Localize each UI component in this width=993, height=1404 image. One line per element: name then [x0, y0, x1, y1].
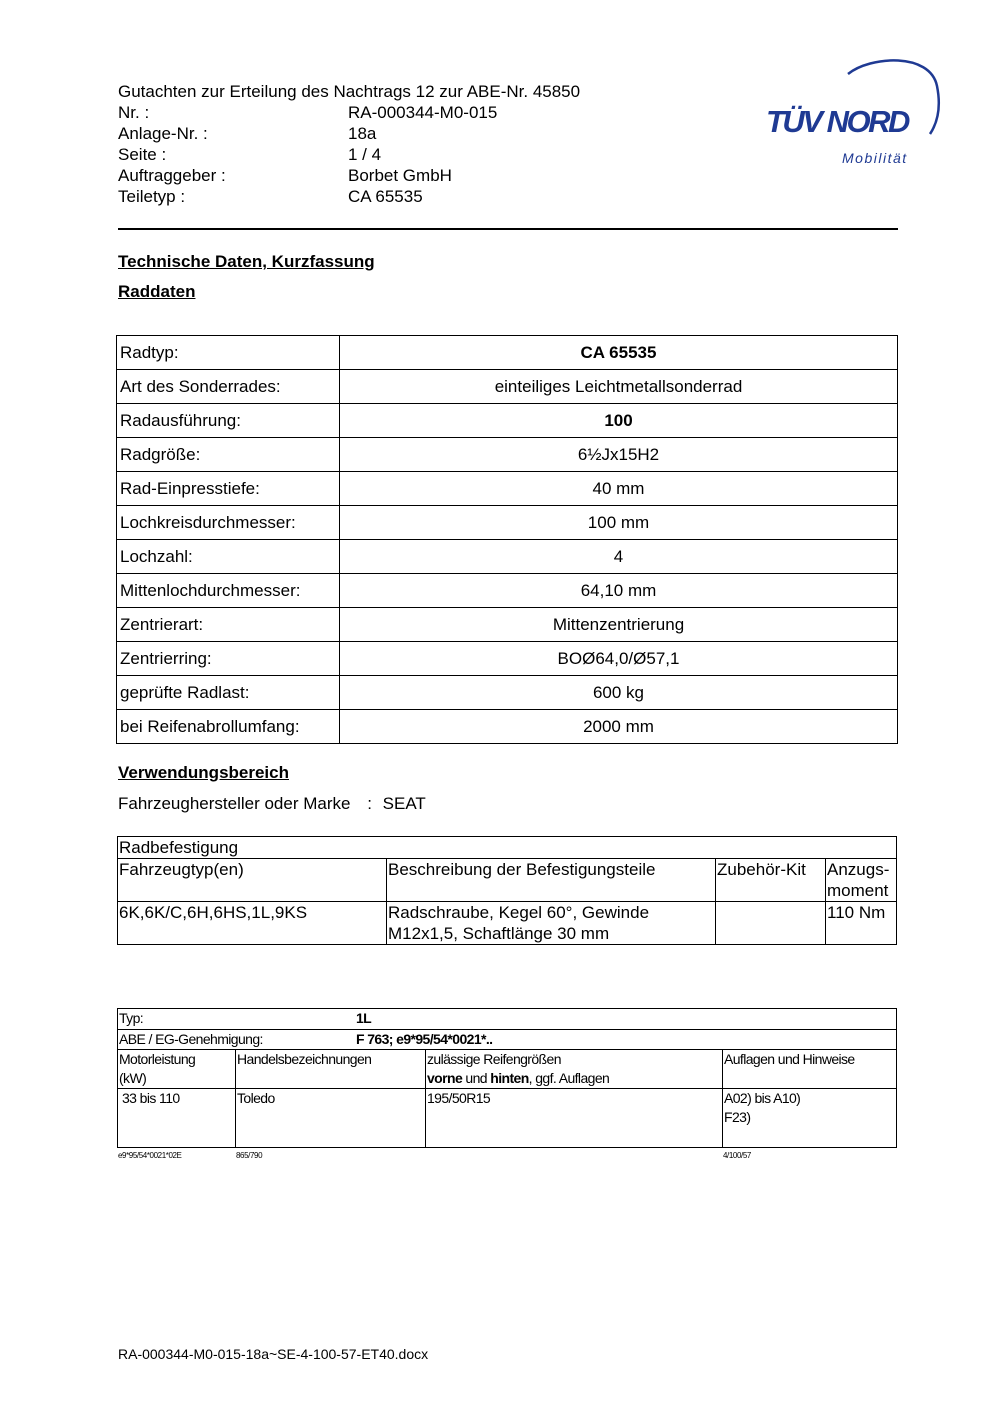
abe-cell — [118, 1030, 897, 1050]
wheel-value: 600 kg — [340, 676, 898, 710]
table-row — [117, 574, 898, 608]
wheel-label: Zentrierart: — [117, 608, 340, 642]
wheel-label: Radgröße: — [117, 438, 340, 472]
table-row — [117, 676, 898, 710]
table-row — [117, 370, 898, 404]
brand-separator: : — [367, 794, 372, 813]
wheel-label: geprüfte Radlast: — [117, 676, 340, 710]
table-row — [117, 608, 898, 642]
cell-tire-size: 195/50R15 — [426, 1089, 723, 1148]
cell-notes — [723, 1089, 897, 1148]
cell-kit — [716, 902, 826, 945]
header-fasteners: Beschreibung der Befestigungsteile — [387, 859, 716, 902]
wheel-label: Rad-Einpresstiefe: — [117, 472, 340, 506]
header-tires-and: und — [462, 1070, 491, 1086]
wheel-label: Art des Sonderrades: — [117, 370, 340, 404]
wheel-label: Radtyp: — [117, 336, 340, 370]
field-auftraggeber-value: Borbet GmbH — [348, 166, 452, 185]
small-approval-code: e9*95/54*0021*02E — [118, 1151, 182, 1160]
wheel-label: bei Reifenabrollumfang: — [117, 710, 340, 744]
typ-value: 1L — [356, 1010, 372, 1026]
wheel-label: Radausführung: — [117, 404, 340, 438]
small-code-2: 865/790 — [236, 1151, 263, 1160]
cell-power: 33 bis 110 — [118, 1089, 236, 1148]
field-teiletyp-label: Teiletyp : — [118, 187, 186, 206]
table-row — [117, 540, 898, 574]
abe-value: F 763; e9*95/54*0021*.. — [356, 1031, 493, 1047]
wheel-label: Zentrierring: — [117, 642, 340, 676]
table-row — [117, 404, 898, 438]
small-code-3: 4/100/57 — [723, 1151, 751, 1160]
wheel-value: 64,10 mm — [340, 574, 898, 608]
header-vehicle-types: Fahrzeugtyp(en) — [118, 859, 387, 902]
table-row — [117, 710, 898, 744]
type-approval-table — [117, 1008, 897, 1148]
notes-line2: F23) — [724, 1109, 751, 1125]
header-power-line2: (kW) — [119, 1070, 147, 1086]
table-row — [117, 438, 898, 472]
header-tires-rest: , ggf. Auflagen — [528, 1070, 610, 1086]
header-tire-sizes — [426, 1050, 723, 1089]
wheel-value: einteiliges Leichtmetallsonderrad — [340, 370, 898, 404]
table-row — [117, 336, 898, 370]
header-torque-line2: moment — [827, 881, 889, 900]
notes-line1: A02) bis A10) — [724, 1090, 801, 1106]
cell-torque: 110 Nm — [826, 902, 897, 945]
brand-value: SEAT — [382, 794, 426, 813]
cell-fasteners — [387, 902, 716, 945]
table-row — [117, 506, 898, 540]
table-header-row — [118, 1050, 897, 1089]
wheel-value: CA 65535 — [340, 336, 898, 370]
header-rule — [118, 228, 898, 230]
header-torque — [826, 859, 897, 902]
abe-label: ABE / EG-Genehmigung: — [119, 1031, 263, 1047]
cell-trade-name: Toledo — [236, 1089, 426, 1148]
header-kit: Zubehör-Kit — [716, 859, 826, 902]
header-notes: Auflagen und Hinweise — [723, 1050, 897, 1089]
field-anlage-value: 18a — [348, 124, 377, 143]
cell-vehicle-types: 6K,6K/C,6H,6HS,1L,9KS — [118, 902, 387, 945]
wheel-label: Lochzahl: — [117, 540, 340, 574]
wheel-value: 6½Jx15H2 — [340, 438, 898, 472]
table-row — [118, 902, 897, 945]
fastener-line1: Radschraube, Kegel 60°, Gewinde — [388, 903, 650, 922]
typ-label: Typ: — [119, 1010, 144, 1026]
mounting-title: Radbefestigung — [118, 837, 897, 859]
brand-label: Fahrzeughersteller oder Marke — [118, 794, 351, 813]
table-row — [118, 1009, 897, 1030]
header-torque-line1: Anzugs- — [827, 860, 890, 879]
section-wheel-title: Raddaten — [118, 282, 196, 301]
wheel-label: Lochkreisdurchmesser: — [117, 506, 340, 540]
wheel-value: Mittenzentrierung — [340, 608, 898, 642]
header-power — [118, 1050, 236, 1089]
field-nr-value: RA-000344-M0-015 — [348, 103, 498, 122]
section-technical-title: Technische Daten, Kurzfassung — [118, 252, 375, 271]
wheel-value: 100 mm — [340, 506, 898, 540]
logo-subtitle: Mobilität — [842, 150, 908, 166]
footer-filename: RA-000344-M0-015-18a~SE-4-100-57-ET40.docx — [118, 1346, 429, 1362]
field-nr-label: Nr. : — [118, 103, 150, 122]
wheel-data-table — [116, 335, 898, 744]
fastener-line2: M12x1,5, Schaftlänge 30 mm — [388, 924, 610, 943]
mounting-table — [117, 836, 897, 945]
table-header-row — [118, 859, 897, 902]
wheel-label: Mittenlochdurchmesser: — [117, 574, 340, 608]
table-row — [117, 472, 898, 506]
header-trade-names: Handelsbezeichnungen — [236, 1050, 426, 1089]
section-usage-title: Verwendungsbereich — [118, 763, 289, 782]
brand-line — [118, 794, 426, 814]
table-row — [117, 642, 898, 676]
header-tires-rear: hinten — [490, 1070, 529, 1086]
header-tires-front: vorne — [427, 1070, 463, 1086]
wheel-value: BOØ64,0/Ø57,1 — [340, 642, 898, 676]
document-title: Gutachten zur Erteilung des Nachtrags 12 zur ABE-Nr. 45850 — [118, 82, 581, 101]
tuv-nord-logo — [760, 56, 945, 171]
logo-brand: TÜV NORD — [766, 104, 908, 139]
wheel-value: 2000 mm — [340, 710, 898, 744]
table-row — [118, 1089, 897, 1148]
wheel-value: 40 mm — [340, 472, 898, 506]
field-anlage-label: Anlage-Nr. : — [118, 124, 208, 143]
wheel-value: 100 — [340, 404, 898, 438]
field-auftraggeber-label: Auftraggeber : — [118, 166, 226, 185]
field-seite-label: Seite : — [118, 145, 167, 164]
header-power-line1: Motorleistung — [119, 1051, 196, 1067]
field-seite-value: 1 / 4 — [348, 145, 382, 164]
header-tires-line1: zulässige Reifengrößen — [427, 1051, 561, 1067]
wheel-value: 4 — [340, 540, 898, 574]
table-row — [118, 837, 897, 859]
table-row — [118, 1030, 897, 1050]
field-teiletyp-value: CA 65535 — [348, 187, 423, 206]
typ-cell — [118, 1009, 897, 1030]
